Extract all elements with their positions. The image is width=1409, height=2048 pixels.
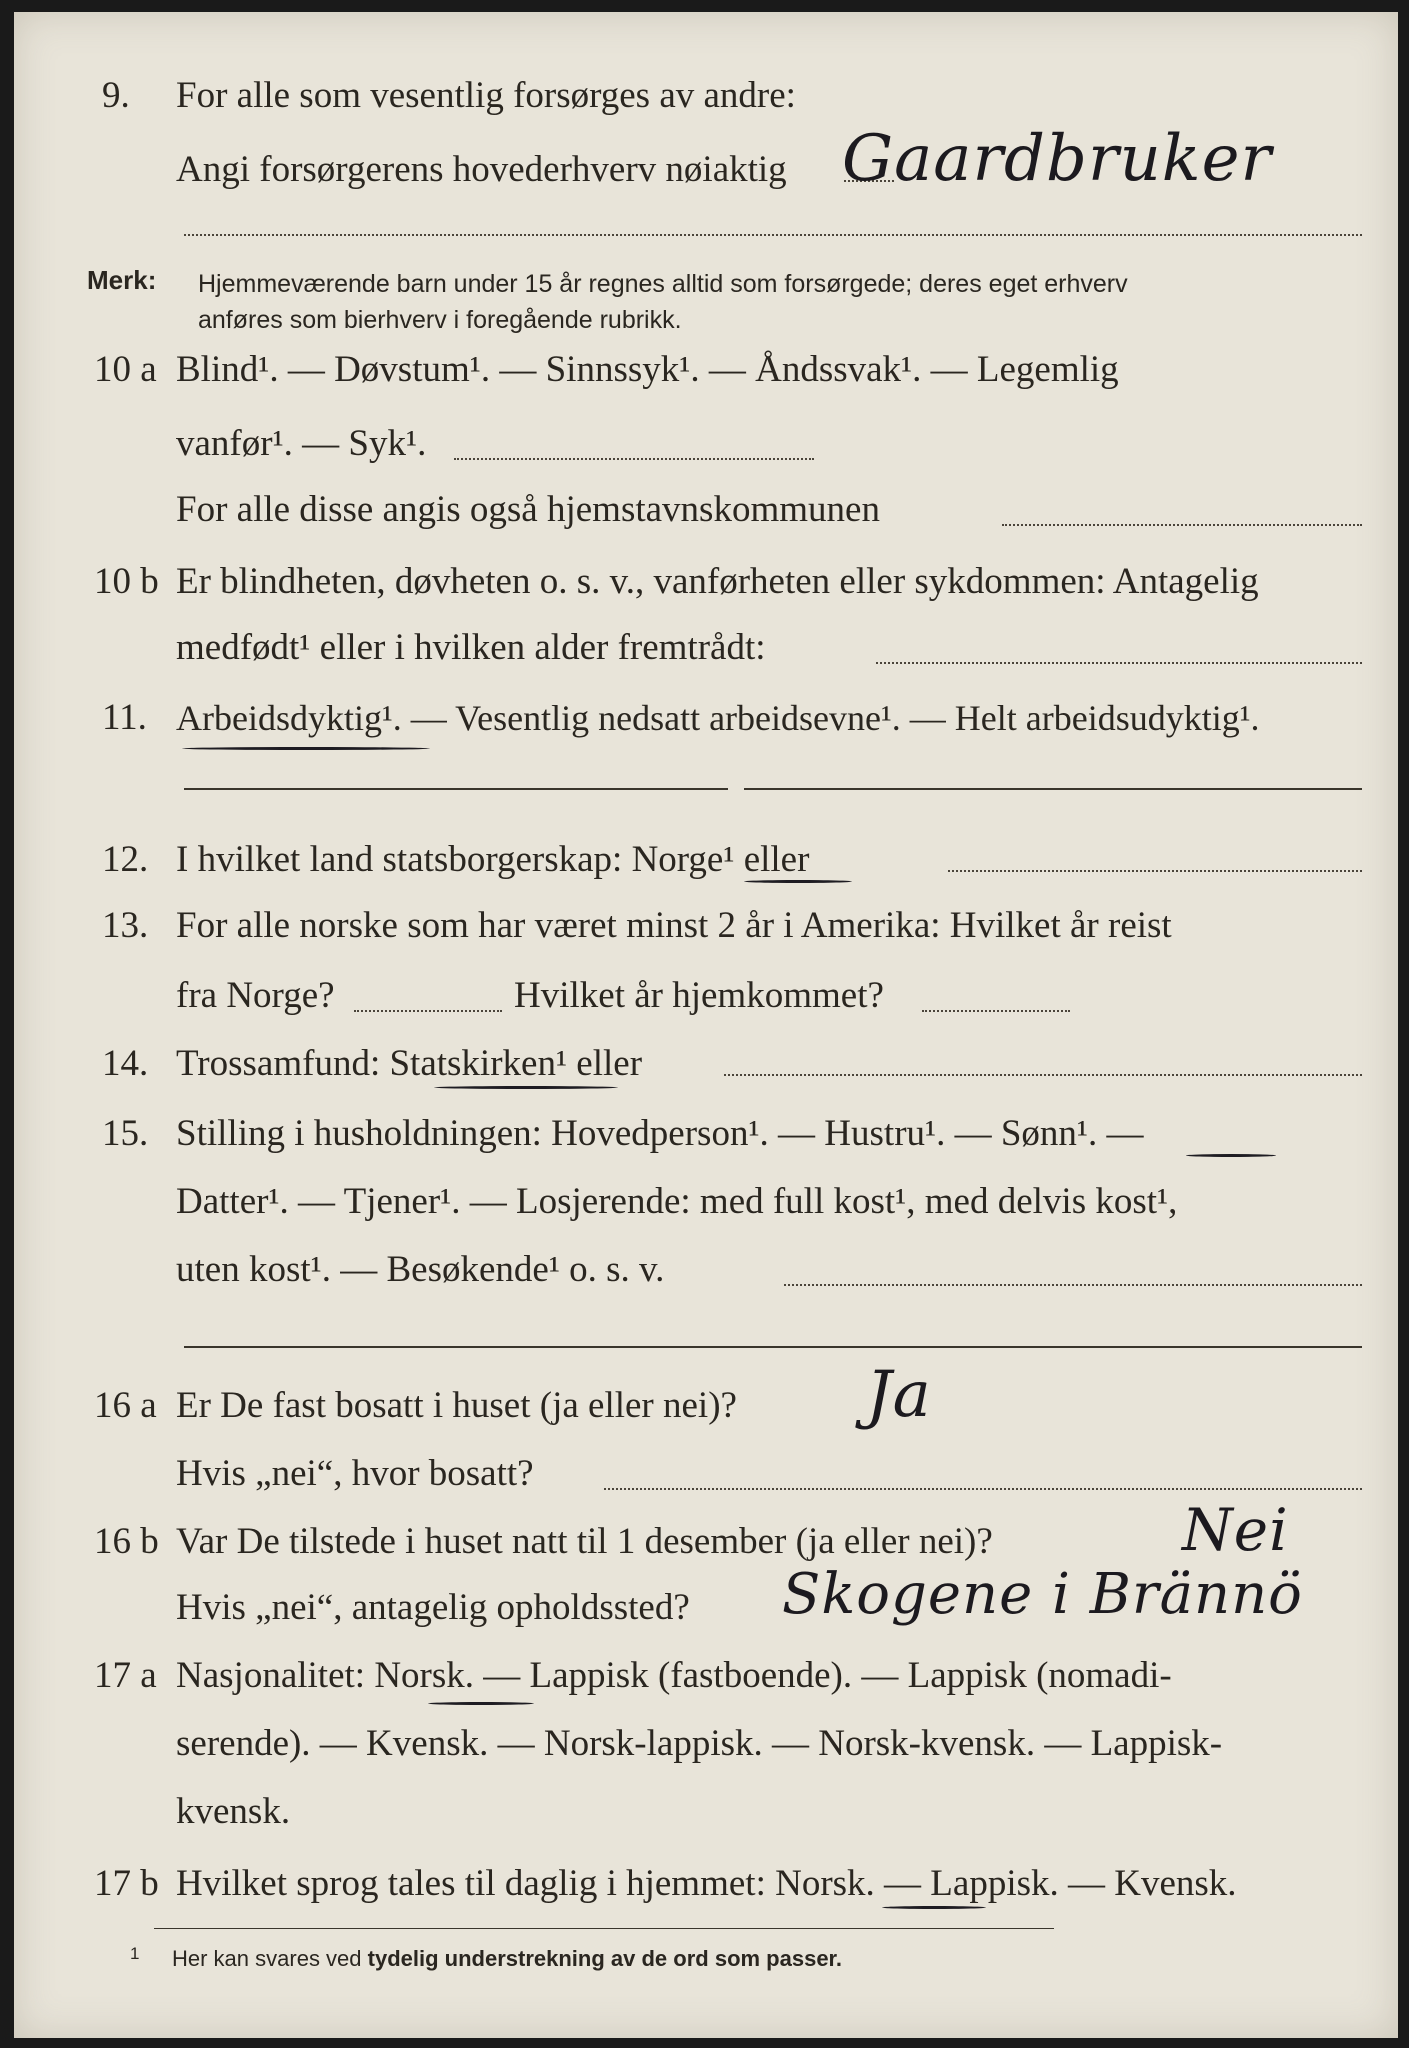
q11-rule-left <box>184 788 728 790</box>
q16a-line-1: Er De fast bosatt i huset (ja eller nei)? <box>176 1385 737 1426</box>
q12-handwritten-underline <box>744 880 852 883</box>
q10a-syk-dots <box>454 458 814 460</box>
q14-number: 14. <box>102 1043 149 1084</box>
q13-line-1: For alle norske som har været minst 2 år i Amerika: Hvilket år reist <box>176 905 1172 946</box>
q11-number: 11. <box>102 697 147 738</box>
q9-line-2: Angi forsørgerens hovederhverv nøiaktig <box>176 149 787 190</box>
q14-line-1: Trossamfund: Statskirken¹ eller <box>176 1043 643 1084</box>
q10a-line-3: For alle disse angis også hjemstavnskommunen <box>176 489 880 530</box>
q11-line-1: Arbeidsdyktig¹. — Vesentlig nedsatt arbeidsevne¹. — Helt arbeidsudyktig¹. <box>176 698 1260 738</box>
census-form-page <box>14 12 1398 2038</box>
merk-label: Merk: <box>87 265 157 295</box>
q12-line-1: I hvilket land statsborgerskap: Norge¹ eller <box>176 839 810 880</box>
q15-handwritten-underline <box>1186 1154 1276 1157</box>
q9-handwritten-answer: Gaardbruker <box>842 122 1273 196</box>
q10a-number: 10 a <box>94 349 157 390</box>
footnote-text: Her kan svares ved <box>172 1946 362 1971</box>
q15-line-2: Datter¹. — Tjener¹. — Losjerende: med full kost¹, med delvis kost¹, <box>176 1181 1178 1222</box>
footnote-bold-text: tydelig understrekning av de ord som passer. <box>367 1946 843 1971</box>
q15-osv-dots <box>784 1284 1362 1286</box>
footnote <box>130 1944 843 1972</box>
q10a-hjemstavn-dots <box>1002 524 1362 526</box>
q17a-line-1: Nasjonalitet: Norsk. — Lappisk (fastboende). — Lappisk (nomadi- <box>176 1655 1172 1696</box>
q9-number: 9. <box>102 75 130 116</box>
q15-number: 15. <box>102 1113 149 1154</box>
q10b-alder-dots <box>876 662 1362 664</box>
merk-line-1: Hjemmeværende barn under 15 år regnes alltid som forsørgede; deres eget erhverv <box>198 270 1128 298</box>
q17a-line-3: kvensk. <box>176 1791 291 1832</box>
q9-dotted-line <box>184 234 1362 236</box>
q10b-line-1: Er blindheten, døvheten o. s. v., vanførheten eller sykdommen: Antagelig <box>176 561 1259 602</box>
q10a-line-1: Blind¹. — Døvstum¹. — Sinnssyk¹. — Åndssvak¹. — Legemlig <box>176 349 1119 390</box>
q16b-number: 16 b <box>94 1521 159 1562</box>
q17a-line-2: serende). — Kvensk. — Norsk-lappisk. — Norsk-kvensk. — Lappisk- <box>176 1723 1223 1764</box>
q10a-line-2: vanfør¹. — Syk¹. <box>176 423 427 464</box>
q13-line-2b: Hvilket år hjemkommet? <box>514 975 884 1016</box>
q10b-line-2: medfødt¹ eller i hvilken alder fremtrådt: <box>176 627 766 668</box>
q11-rule-right <box>744 788 1362 790</box>
q16a-handwritten-answer: Ja <box>866 1358 932 1432</box>
q17a-handwritten-underline <box>428 1702 534 1705</box>
q16b-handwritten-answer-1: Nei <box>1182 1496 1289 1564</box>
q12-eller-dots <box>948 870 1362 872</box>
q16a-line-2: Hvis „nei“, hvor bosatt? <box>176 1453 534 1494</box>
q17b-handwritten-underline <box>882 1906 986 1909</box>
q17a-number: 17 a <box>94 1655 157 1696</box>
q15-line-3: uten kost¹. — Besøkende¹ o. s. v. <box>176 1249 665 1290</box>
merk-line-2: anføres som bierhverv i foregående rubrikk. <box>198 306 682 334</box>
q15-line-1: Stilling i husholdningen: Hovedperson¹. — Hustru¹. — Sønn¹. — <box>176 1113 1144 1154</box>
q14-eller-dots <box>724 1074 1362 1076</box>
q17b-line-1: Hvilket sprog tales til daglig i hjemmet: Norsk. — Lappisk. — Kvensk. <box>176 1863 1237 1904</box>
footnote-mark: 1 <box>130 1944 140 1963</box>
q13-hjemkommet-dots <box>922 1010 1070 1012</box>
q16b-line-2: Hvis „nei“, antagelig opholdssted? <box>176 1587 690 1628</box>
footnote-rule <box>154 1928 1054 1929</box>
q15-rule <box>184 1346 1362 1348</box>
q13-number: 13. <box>102 905 149 946</box>
q17b-number: 17 b <box>94 1863 159 1904</box>
q12-number: 12. <box>102 839 149 880</box>
q10b-number: 10 b <box>94 561 159 602</box>
q11-handwritten-underline <box>182 747 430 750</box>
q16a-bosatt-dots <box>604 1488 1362 1490</box>
q16b-line-1: Var De tilstede i huset natt til 1 desember (ja eller nei)? <box>176 1521 993 1562</box>
q9-line-1: For alle som vesentlig forsørges av andre: <box>176 75 796 116</box>
q14-handwritten-underline <box>434 1086 618 1089</box>
q13-line-2a: fra Norge? <box>176 975 335 1016</box>
q13-reist-dots <box>354 1010 502 1012</box>
q16b-handwritten-answer-2: Skogene i Brännö <box>782 1562 1303 1627</box>
q16a-number: 16 a <box>94 1385 157 1426</box>
